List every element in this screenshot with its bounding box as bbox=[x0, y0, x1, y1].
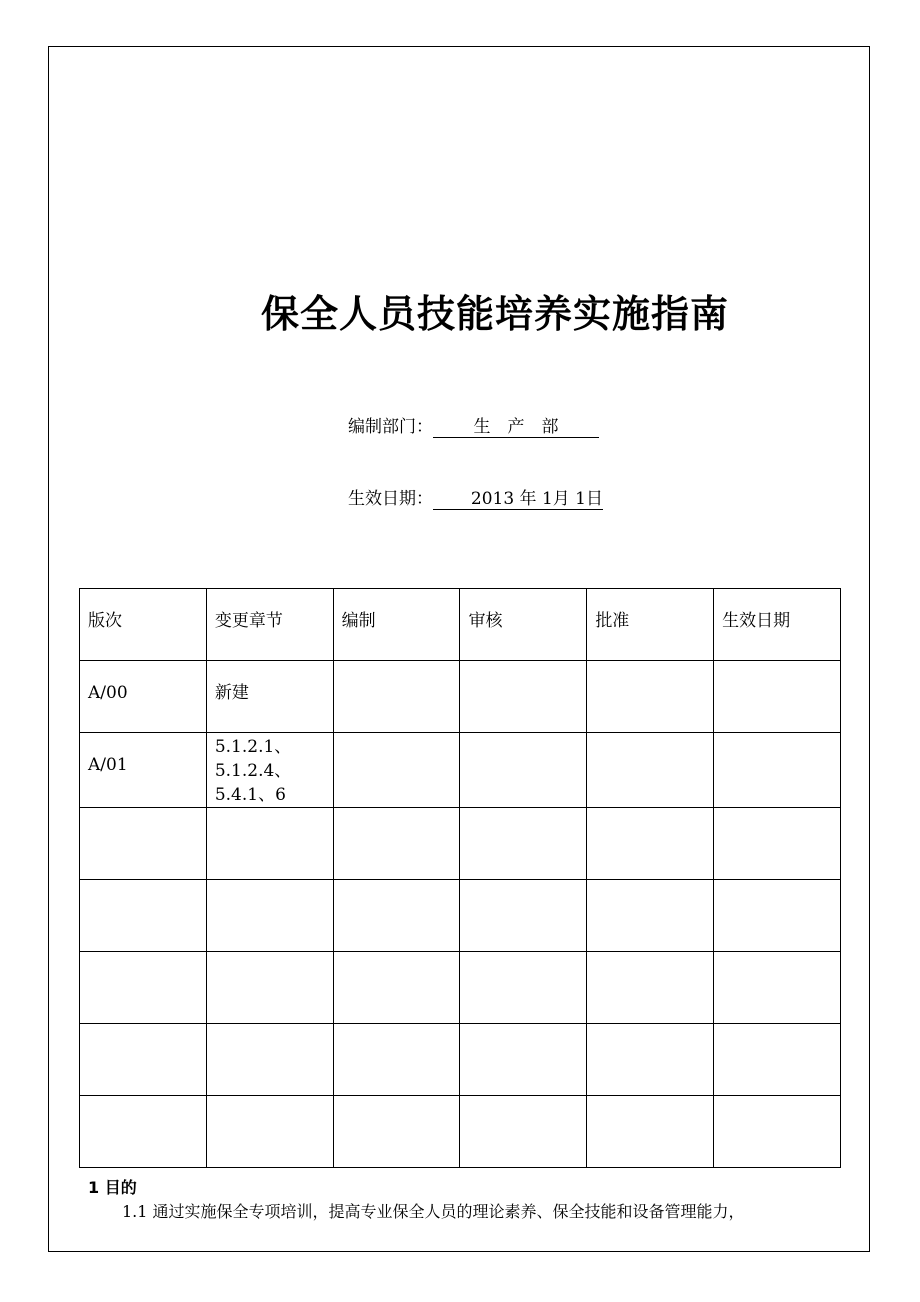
dept-value: 生 产 部 bbox=[433, 417, 599, 438]
table-cell bbox=[460, 733, 587, 808]
table-row bbox=[80, 808, 841, 880]
header-cell-approve: 批准 bbox=[587, 589, 714, 661]
dept-label: 编制部门： bbox=[348, 417, 433, 437]
table-cell bbox=[333, 952, 460, 1024]
table-cell bbox=[333, 1024, 460, 1096]
revision-table bbox=[79, 588, 841, 1168]
table-cell bbox=[80, 808, 207, 880]
section-paragraph: 1.1 通过实施保全专项培训，提高专业保全人员的理论素养、保全技能和设备管理能力， bbox=[122, 1202, 745, 1221]
table-cell bbox=[714, 1024, 841, 1096]
table-cell bbox=[80, 952, 207, 1024]
table-cell-chapters bbox=[206, 733, 333, 808]
table-cell bbox=[587, 733, 714, 808]
table-row bbox=[80, 1096, 841, 1168]
table-cell bbox=[587, 661, 714, 733]
table-cell bbox=[206, 1096, 333, 1168]
table-cell bbox=[714, 1096, 841, 1168]
table-cell bbox=[714, 880, 841, 952]
chapter-line: 5.4.1、6 bbox=[214, 785, 286, 805]
table-cell bbox=[587, 880, 714, 952]
table-cell bbox=[206, 952, 333, 1024]
header-cell-effective-date: 生效日期 bbox=[714, 589, 841, 661]
header-cell-review: 审核 bbox=[460, 589, 587, 661]
table-cell bbox=[460, 1096, 587, 1168]
table-cell bbox=[714, 952, 841, 1024]
table-row bbox=[80, 661, 841, 733]
table-cell bbox=[333, 661, 460, 733]
table-cell bbox=[460, 808, 587, 880]
table-cell bbox=[206, 1024, 333, 1096]
table-row bbox=[80, 1024, 841, 1096]
header-cell-version: 版次 bbox=[80, 589, 207, 661]
table-cell bbox=[714, 661, 841, 733]
table-cell: A/01 bbox=[80, 733, 207, 808]
table-cell bbox=[80, 1096, 207, 1168]
dept-line bbox=[348, 412, 599, 438]
table-cell bbox=[333, 1096, 460, 1168]
table-cell bbox=[587, 1096, 714, 1168]
table-row bbox=[80, 733, 841, 808]
table-row bbox=[80, 952, 841, 1024]
table-cell bbox=[333, 733, 460, 808]
table-cell bbox=[714, 808, 841, 880]
table-cell bbox=[460, 880, 587, 952]
table-row bbox=[80, 880, 841, 952]
chapter-line: 5.1.2.1、 bbox=[214, 737, 292, 757]
table-cell bbox=[587, 1024, 714, 1096]
table-header-row bbox=[80, 589, 841, 661]
table-cell bbox=[80, 880, 207, 952]
chapter-line: 5.1.2.4、 bbox=[214, 761, 292, 781]
table-cell bbox=[714, 733, 841, 808]
date-line bbox=[348, 484, 603, 510]
table-cell bbox=[587, 808, 714, 880]
table-cell bbox=[460, 661, 587, 733]
table-cell bbox=[460, 1024, 587, 1096]
section-heading: 1 目的 bbox=[88, 1178, 137, 1197]
table-cell bbox=[333, 808, 460, 880]
table-cell: A/00 bbox=[80, 661, 207, 733]
table-cell bbox=[333, 880, 460, 952]
table-cell bbox=[460, 952, 587, 1024]
table-cell: 新建 bbox=[206, 661, 333, 733]
table-cell bbox=[587, 952, 714, 1024]
header-cell-chapter: 变更章节 bbox=[206, 589, 333, 661]
table-cell bbox=[206, 808, 333, 880]
table-cell bbox=[80, 1024, 207, 1096]
header-cell-author: 编制 bbox=[333, 589, 460, 661]
table-cell bbox=[206, 880, 333, 952]
document-title: 保全人员技能培养实施指南 bbox=[260, 292, 729, 336]
date-label: 生效日期： bbox=[348, 489, 433, 509]
date-value: 2013 年 1月 1日 bbox=[433, 489, 603, 510]
